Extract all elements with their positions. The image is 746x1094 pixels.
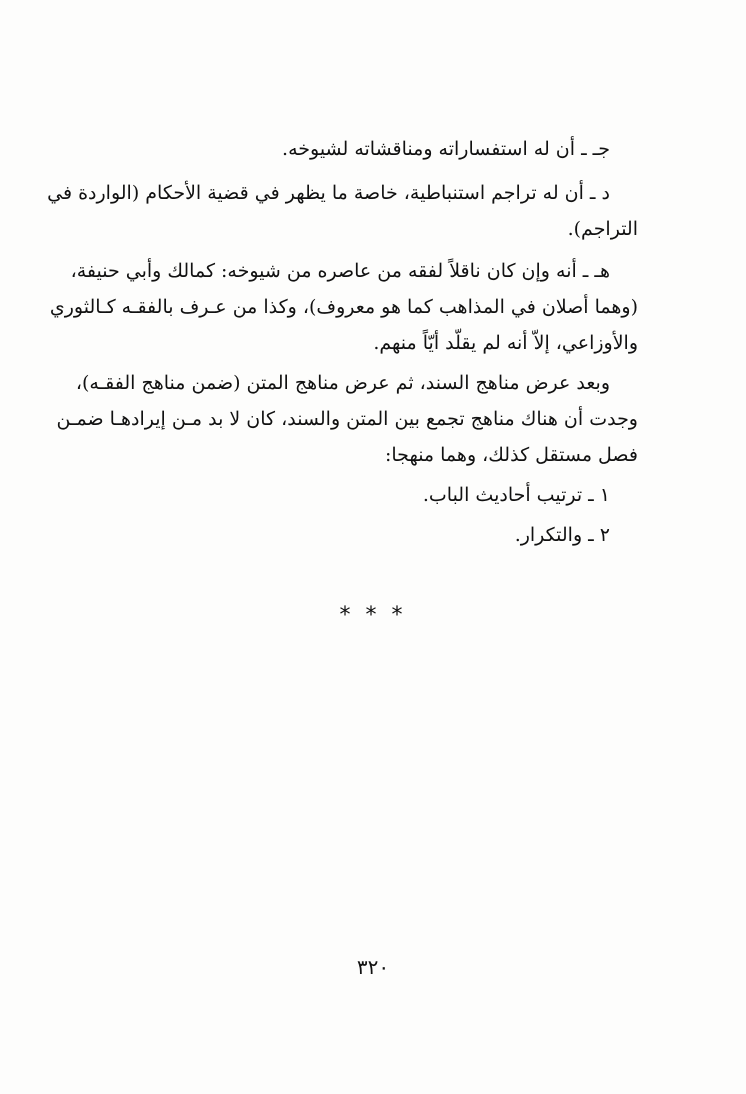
list-item-text: ٢ ـ والتكرار. — [514, 524, 610, 546]
page-number: ٣٢٠ — [356, 955, 390, 979]
paragraph-line: فصل مستقل كذلك، وهما منهجا: — [384, 444, 638, 466]
paragraph-line: د ـ أن له تراجم استنباطية، خاصة ما يظهر في قضية الأحكام (الواردة في — [47, 182, 610, 204]
paragraph-ha — [49, 253, 638, 361]
paragraph-line: والأوزاعي، إلاّ أنه لم يقلّد أيّاً منهم. — [373, 332, 638, 354]
paragraph-jim — [108, 131, 638, 167]
list-item-2 — [108, 517, 638, 553]
paragraph-line: وجدت أن هناك مناهج تجمع بين المتن والسند، كان لا بد مـن إيرادهـا ضمـن — [56, 408, 638, 430]
paragraph-line: التراجم). — [567, 218, 638, 240]
paragraph-line: جـ ـ أن له استفساراته ومناقشاته لشيوخه. — [282, 138, 610, 160]
paragraph-dal — [47, 175, 638, 247]
paragraph-line: هـ ـ أنه وإن كان ناقلاً لفقه من عاصره من شيوخه: كمالك وأبي حنيفة، — [70, 260, 610, 282]
list-item-text: ١ ـ ترتيب أحاديث الباب. — [422, 484, 610, 506]
paragraph-line: وبعد عرض مناهج السند، ثم عرض مناهج المتن (ضمن مناهج الفقـه)، — [75, 372, 610, 394]
list-item-1 — [108, 477, 638, 513]
section-separator: * * * — [339, 603, 407, 628]
paragraph-after — [56, 365, 638, 473]
paragraph-line: (وهما أصلان في المذاهب كما هو معروف)، وكذا من عـرف بالفقـه كـالثوري — [49, 296, 638, 318]
